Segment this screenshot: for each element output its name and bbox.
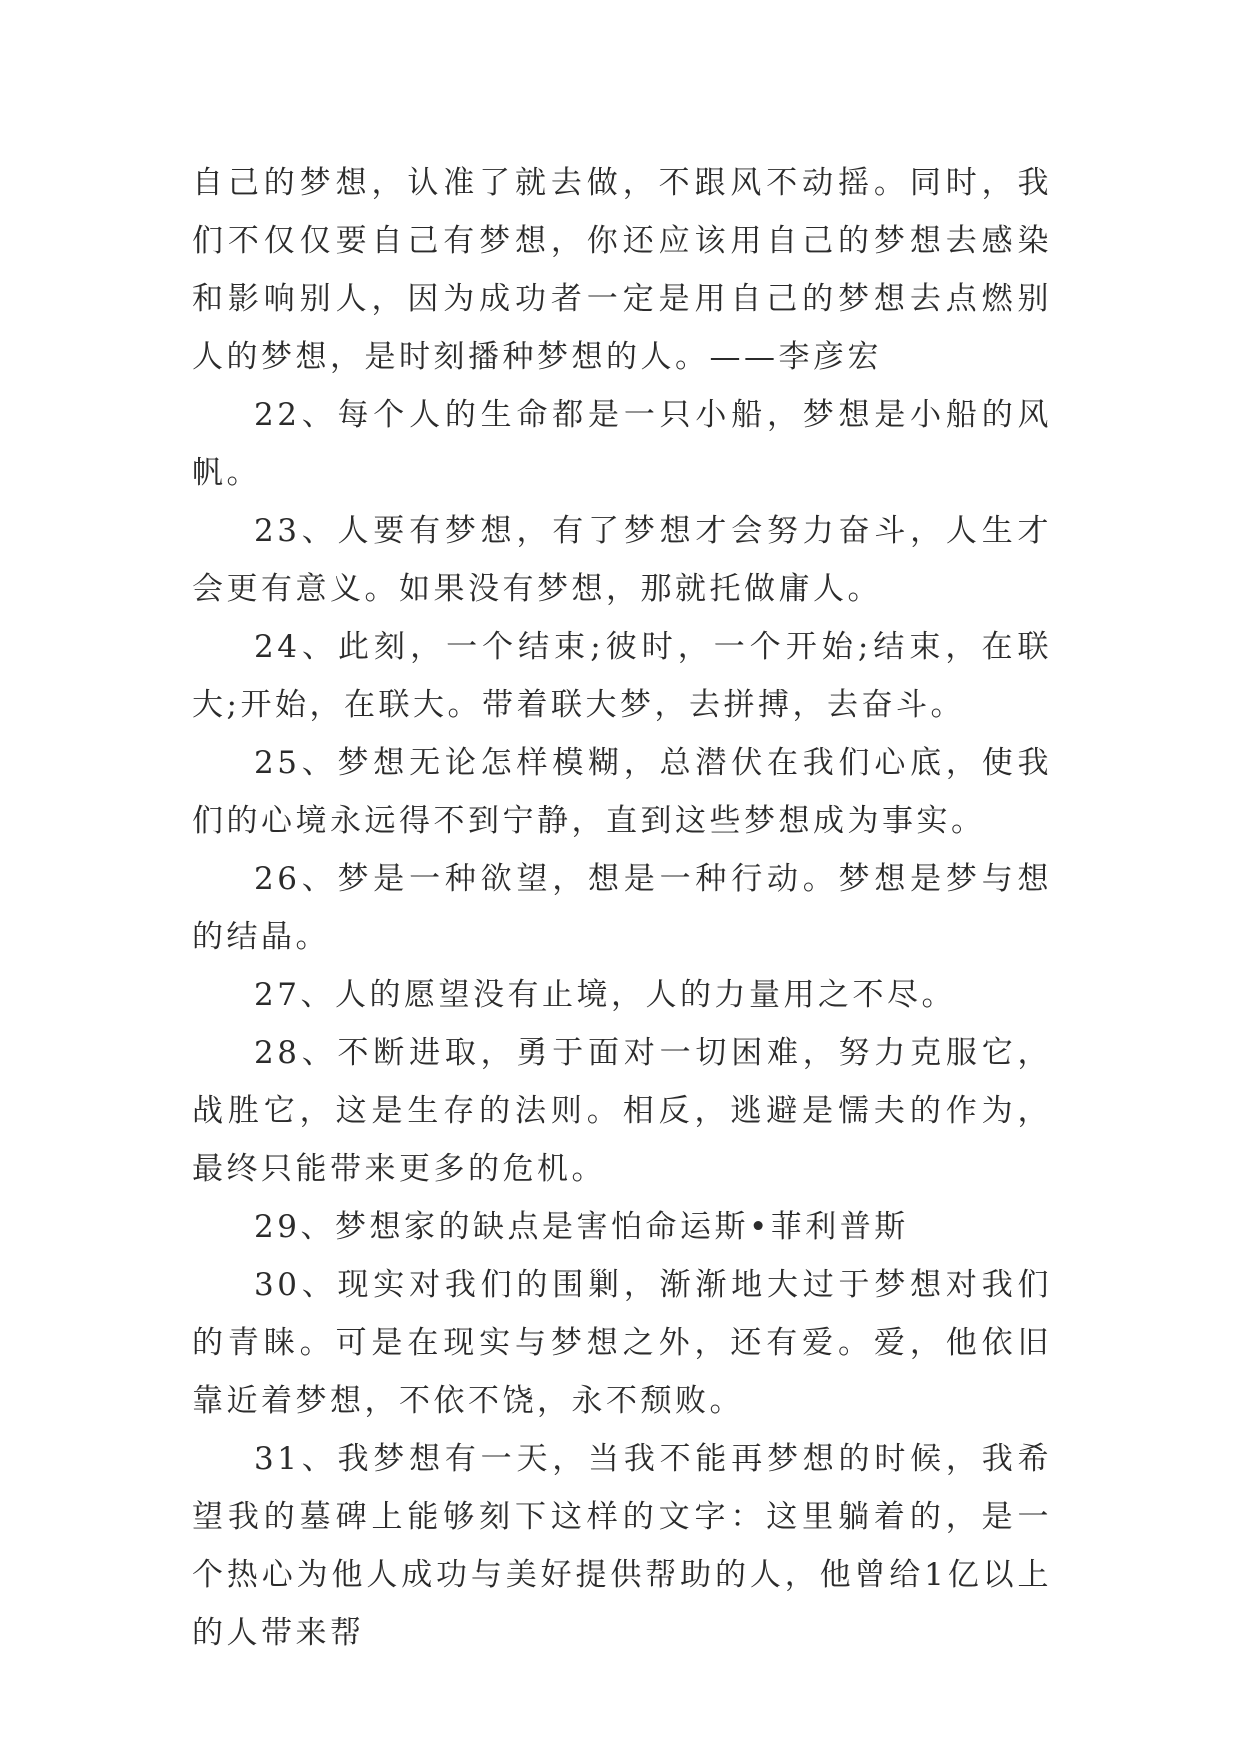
quote-25: 25、梦想无论怎样模糊，总潜伏在我们心底，使我们的心境永远得不到宁静，直到这些梦想成为事实。	[192, 745, 1052, 839]
quote-26: 26、梦是一种欲望，想是一种行动。梦想是梦与想的结晶。	[192, 861, 1052, 955]
paragraph-continuation: 自己的梦想，认准了就去做，不跟风不动摇。同时，我们不仅仅要自己有梦想，你还应该用自己的梦想去感染和影响别人，因为成功者一定是用自己的梦想去点燃别人的梦想，是时刻播种梦想的人。——李彦宏	[192, 165, 1052, 375]
quote-22: 22、每个人的生命都是一只小船，梦想是小船的风帆。	[192, 397, 1052, 491]
quote-27: 27、人的愿望没有止境，人的力量用之不尽。	[254, 977, 956, 1013]
quote-30: 30、现实对我们的围剿，渐渐地大过于梦想对我们的青睐。可是在现实与梦想之外，还有爱。爱，他依旧靠近着梦想，不依不饶，永不颓败。	[192, 1267, 1052, 1419]
document-body	[192, 154, 1052, 1662]
quote-29: 29、梦想家的缺点是害怕命运斯•菲利普斯	[254, 1209, 909, 1245]
quote-28: 28、不断进取，勇于面对一切困难，努力克服它，战胜它，这是生存的法则。相反，逃避是懦夫的作为，最终只能带来更多的危机。	[192, 1035, 1052, 1187]
quote-24: 24、此刻，一个结束;彼时，一个开始;结束，在联大;开始，在联大。带着联大梦，去拼搏，去奋斗。	[192, 629, 1052, 723]
quote-31: 31、我梦想有一天，当我不能再梦想的时候，我希望我的墓碑上能够刻下这样的文字：这里躺着的，是一个热心为他人成功与美好提供帮助的人，他曾给1亿以上的人带来帮	[192, 1441, 1052, 1651]
quote-23: 23、人要有梦想，有了梦想才会努力奋斗，人生才会更有意义。如果没有梦想，那就托做庸人。	[192, 513, 1052, 607]
